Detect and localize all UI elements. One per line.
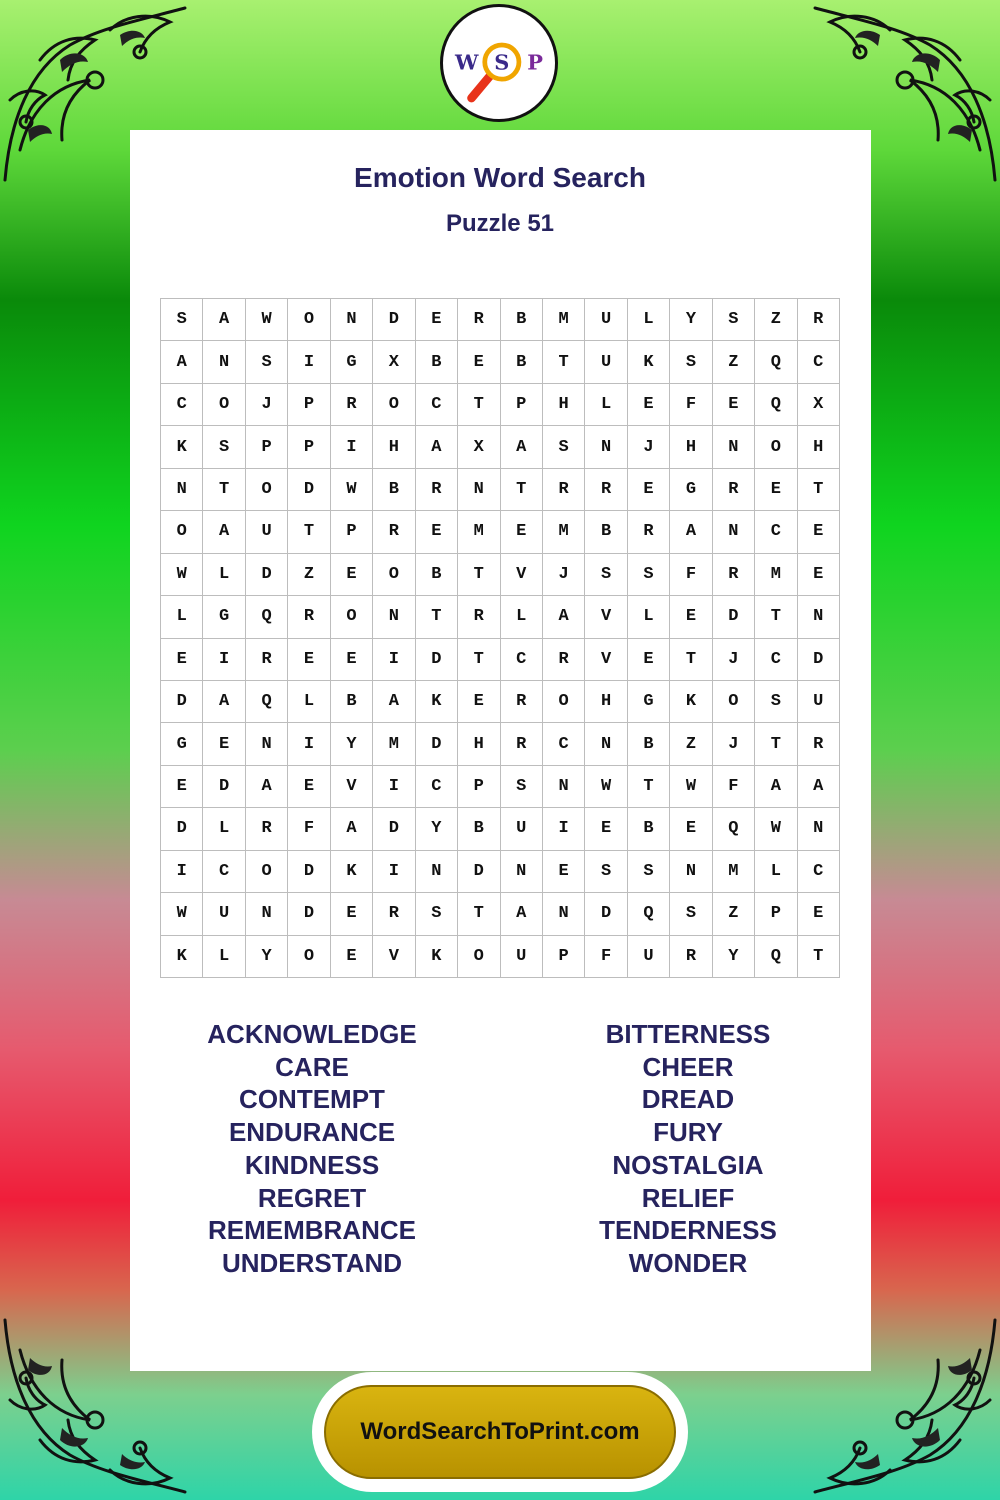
grid-cell[interactable]: A xyxy=(416,426,458,468)
grid-cell[interactable]: D xyxy=(458,851,500,893)
grid-cell[interactable]: B xyxy=(501,341,543,383)
grid-cell[interactable]: C xyxy=(203,851,245,893)
grid-cell[interactable]: N xyxy=(246,723,288,765)
grid-cell[interactable]: N xyxy=(585,426,627,468)
grid-cell[interactable]: U xyxy=(501,808,543,850)
grid-cell[interactable]: C xyxy=(416,384,458,426)
grid-cell[interactable]: O xyxy=(755,426,797,468)
grid-cell[interactable]: I xyxy=(373,766,415,808)
grid-cell[interactable]: M xyxy=(543,511,585,553)
grid-cell[interactable]: A xyxy=(501,893,543,935)
grid-cell[interactable]: Q xyxy=(713,808,755,850)
grid-cell[interactable]: I xyxy=(161,851,203,893)
grid-cell[interactable]: B xyxy=(501,299,543,341)
grid-cell[interactable]: R xyxy=(416,469,458,511)
grid-cell[interactable]: Q xyxy=(755,384,797,426)
grid-cell[interactable]: D xyxy=(373,808,415,850)
grid-cell[interactable]: H xyxy=(458,723,500,765)
grid-cell[interactable]: Y xyxy=(331,723,373,765)
grid-cell[interactable]: K xyxy=(161,426,203,468)
grid-cell[interactable]: D xyxy=(373,299,415,341)
grid-cell[interactable]: E xyxy=(798,511,840,553)
grid-cell[interactable]: E xyxy=(416,299,458,341)
grid-cell[interactable]: C xyxy=(755,639,797,681)
grid-cell[interactable]: N xyxy=(798,808,840,850)
grid-cell[interactable]: N xyxy=(331,299,373,341)
grid-cell[interactable]: D xyxy=(161,681,203,723)
grid-cell[interactable]: M xyxy=(755,554,797,596)
word-item: KINDNESS xyxy=(244,1149,380,1180)
grid-cell[interactable]: K xyxy=(628,341,670,383)
grid-cell[interactable]: G xyxy=(670,469,712,511)
grid-cell[interactable]: L xyxy=(501,596,543,638)
grid-cell[interactable]: A xyxy=(798,766,840,808)
grid-cell[interactable]: F xyxy=(288,808,330,850)
letter-grid[interactable] xyxy=(160,298,840,978)
grid-cell[interactable]: J xyxy=(246,384,288,426)
website-link-button[interactable]: WordSearchToPrint.com xyxy=(324,1385,676,1479)
grid-cell[interactable]: D xyxy=(416,639,458,681)
grid-cell[interactable]: U xyxy=(585,299,627,341)
grid-cell[interactable]: R xyxy=(501,681,543,723)
grid-cell[interactable]: Y xyxy=(713,936,755,978)
grid-cell[interactable]: D xyxy=(416,723,458,765)
grid-cell[interactable]: R xyxy=(798,299,840,341)
word-item: UNDERSTAND xyxy=(221,1247,403,1278)
grid-cell[interactable]: W xyxy=(246,299,288,341)
grid-cell[interactable]: P xyxy=(458,766,500,808)
grid-cell[interactable]: S xyxy=(628,554,670,596)
grid-cell[interactable]: S xyxy=(543,426,585,468)
grid-cell[interactable]: P xyxy=(331,511,373,553)
grid-cell[interactable]: C xyxy=(798,851,840,893)
word-item: ACKNOWLEDGE xyxy=(207,1019,417,1049)
grid-cell[interactable]: I xyxy=(331,426,373,468)
grid-cell[interactable]: T xyxy=(458,639,500,681)
grid-cell[interactable]: Q xyxy=(755,341,797,383)
grid-cell[interactable]: R xyxy=(585,469,627,511)
grid-cell[interactable]: F xyxy=(713,766,755,808)
grid-cell[interactable]: O xyxy=(288,299,330,341)
grid-cell[interactable]: N xyxy=(713,426,755,468)
grid-cell[interactable]: L xyxy=(755,851,797,893)
grid-cell[interactable]: E xyxy=(288,766,330,808)
grid-cell[interactable]: M xyxy=(713,851,755,893)
grid-cell[interactable]: F xyxy=(585,936,627,978)
grid-cell[interactable]: A xyxy=(161,341,203,383)
grid-cell[interactable]: N xyxy=(161,469,203,511)
grid-cell[interactable]: H xyxy=(543,384,585,426)
grid-cell[interactable]: I xyxy=(373,851,415,893)
grid-cell[interactable]: K xyxy=(670,681,712,723)
grid-cell[interactable]: N xyxy=(713,511,755,553)
grid-cell[interactable]: S xyxy=(585,851,627,893)
grid-cell[interactable]: E xyxy=(628,639,670,681)
grid-cell[interactable]: O xyxy=(331,596,373,638)
grid-cell[interactable]: E xyxy=(161,639,203,681)
grid-cell[interactable]: E xyxy=(501,511,543,553)
grid-cell[interactable]: D xyxy=(798,639,840,681)
grid-cell[interactable]: U xyxy=(628,936,670,978)
grid-cell[interactable]: R xyxy=(670,936,712,978)
grid-cell[interactable]: C xyxy=(416,766,458,808)
grid-cell[interactable]: H xyxy=(798,426,840,468)
grid-cell[interactable]: L xyxy=(628,596,670,638)
grid-cell[interactable]: L xyxy=(203,554,245,596)
grid-cell[interactable]: Y xyxy=(246,936,288,978)
word-item: CHEER xyxy=(642,1051,734,1082)
grid-cell[interactable]: R xyxy=(288,596,330,638)
grid-cell[interactable]: K xyxy=(161,936,203,978)
grid-cell[interactable]: N xyxy=(670,851,712,893)
grid-cell[interactable]: W xyxy=(331,469,373,511)
grid-cell[interactable]: C xyxy=(161,384,203,426)
grid-cell[interactable]: S xyxy=(203,426,245,468)
grid-cell[interactable]: N xyxy=(416,851,458,893)
grid-cell[interactable]: R xyxy=(798,723,840,765)
grid-cell[interactable]: A xyxy=(501,426,543,468)
grid-cell[interactable]: E xyxy=(203,723,245,765)
grid-cell[interactable]: Q xyxy=(246,596,288,638)
grid-cell[interactable]: L xyxy=(585,384,627,426)
grid-cell[interactable]: N xyxy=(373,596,415,638)
grid-cell[interactable]: I xyxy=(288,723,330,765)
grid-cell[interactable]: J xyxy=(543,554,585,596)
grid-cell[interactable]: D xyxy=(585,893,627,935)
grid-cell[interactable]: I xyxy=(203,639,245,681)
word-item: CONTEMPT xyxy=(239,1084,385,1115)
grid-cell[interactable]: S xyxy=(670,893,712,935)
grid-cell[interactable]: Y xyxy=(670,299,712,341)
grid-cell[interactable]: T xyxy=(543,341,585,383)
grid-cell[interactable]: S xyxy=(670,341,712,383)
grid-cell[interactable]: P xyxy=(288,384,330,426)
grid-cell[interactable]: G xyxy=(331,341,373,383)
grid-cell[interactable]: A xyxy=(203,299,245,341)
grid-cell[interactable]: W xyxy=(161,893,203,935)
grid-cell[interactable]: Q xyxy=(628,893,670,935)
grid-cell[interactable]: N xyxy=(543,893,585,935)
grid-cell[interactable]: C xyxy=(798,341,840,383)
magnifier-icon xyxy=(443,7,555,119)
grid-cell[interactable]: U xyxy=(501,936,543,978)
grid-cell[interactable]: R xyxy=(458,596,500,638)
word-list-right xyxy=(528,1018,848,1280)
logo-letter-w: W xyxy=(455,49,479,75)
grid-cell[interactable]: T xyxy=(670,639,712,681)
grid-cell[interactable]: A xyxy=(203,681,245,723)
grid-cell[interactable]: H xyxy=(373,426,415,468)
grid-cell[interactable]: N xyxy=(501,851,543,893)
grid-cell[interactable]: X xyxy=(798,384,840,426)
grid-cell[interactable]: R xyxy=(628,511,670,553)
grid-cell[interactable]: V xyxy=(585,639,627,681)
grid-cell[interactable]: P xyxy=(246,426,288,468)
grid-cell[interactable]: O xyxy=(373,554,415,596)
logo-letter-p: P xyxy=(527,49,543,75)
grid-cell[interactable]: S xyxy=(416,893,458,935)
word-item: BITTERNESS xyxy=(605,1019,771,1049)
grid-cell[interactable]: T xyxy=(458,384,500,426)
grid-cell[interactable]: A xyxy=(755,766,797,808)
grid-cell[interactable]: E xyxy=(798,893,840,935)
grid-cell[interactable]: N xyxy=(458,469,500,511)
grid-cell[interactable]: A xyxy=(543,596,585,638)
grid-cell[interactable]: I xyxy=(543,808,585,850)
grid-cell[interactable]: W xyxy=(755,808,797,850)
grid-cell[interactable]: E xyxy=(798,554,840,596)
grid-cell[interactable]: T xyxy=(755,596,797,638)
grid-cell[interactable]: D xyxy=(288,893,330,935)
grid-cell[interactable]: I xyxy=(373,639,415,681)
grid-cell[interactable]: O xyxy=(246,469,288,511)
word-item: CARE xyxy=(275,1051,349,1082)
grid-cell[interactable]: G xyxy=(161,723,203,765)
grid-cell[interactable]: R xyxy=(458,299,500,341)
grid-cell[interactable]: V xyxy=(585,596,627,638)
grid-cell[interactable]: E xyxy=(628,384,670,426)
grid-cell[interactable]: P xyxy=(288,426,330,468)
grid-cell[interactable]: T xyxy=(798,469,840,511)
grid-cell[interactable]: P xyxy=(755,893,797,935)
grid-cell[interactable]: B xyxy=(331,681,373,723)
grid-cell[interactable]: L xyxy=(628,299,670,341)
grid-cell[interactable]: L xyxy=(288,681,330,723)
grid-cell[interactable]: S xyxy=(585,554,627,596)
word-item: FURY xyxy=(653,1117,723,1148)
grid-cell[interactable]: W xyxy=(161,554,203,596)
grid-cell[interactable]: H xyxy=(585,681,627,723)
grid-cell[interactable]: C xyxy=(501,639,543,681)
grid-cell[interactable]: O xyxy=(203,384,245,426)
grid-cell[interactable]: P xyxy=(543,936,585,978)
grid-cell[interactable]: L xyxy=(161,596,203,638)
grid-cell[interactable]: E xyxy=(543,851,585,893)
grid-cell[interactable]: E xyxy=(161,766,203,808)
grid-cell[interactable]: W xyxy=(670,766,712,808)
grid-cell[interactable]: S xyxy=(161,299,203,341)
grid-cell[interactable]: Z xyxy=(755,299,797,341)
grid-cell[interactable]: N xyxy=(543,766,585,808)
word-item: NOSTALGIA xyxy=(612,1149,764,1180)
grid-cell[interactable]: T xyxy=(798,936,840,978)
grid-cell[interactable]: S xyxy=(713,299,755,341)
grid-cell[interactable]: M xyxy=(543,299,585,341)
grid-cell[interactable]: A xyxy=(670,511,712,553)
grid-cell[interactable]: R xyxy=(713,554,755,596)
grid-cell[interactable]: E xyxy=(416,511,458,553)
grid-cell[interactable]: X xyxy=(458,426,500,468)
grid-cell[interactable]: A xyxy=(373,681,415,723)
grid-cell[interactable]: E xyxy=(585,808,627,850)
grid-cell[interactable]: B xyxy=(628,808,670,850)
grid-cell[interactable]: R xyxy=(246,808,288,850)
grid-cell[interactable]: E xyxy=(288,639,330,681)
grid-cell[interactable]: N xyxy=(203,341,245,383)
grid-cell[interactable]: K xyxy=(416,936,458,978)
grid-cell[interactable]: T xyxy=(458,893,500,935)
grid-cell[interactable]: Q xyxy=(246,681,288,723)
grid-cell[interactable]: E xyxy=(755,469,797,511)
word-item: TENDERNESS xyxy=(599,1215,777,1246)
grid-cell[interactable]: S xyxy=(246,341,288,383)
word-item: REMEMBRANCE xyxy=(208,1215,416,1246)
grid-cell[interactable]: S xyxy=(755,681,797,723)
grid-cell[interactable]: Z xyxy=(713,341,755,383)
grid-cell[interactable]: R xyxy=(543,469,585,511)
grid-cell[interactable]: B xyxy=(585,511,627,553)
grid-cell[interactable]: B xyxy=(416,341,458,383)
puzzle-number: Puzzle 51 xyxy=(445,210,555,237)
grid-cell[interactable]: E xyxy=(670,596,712,638)
grid-cell[interactable]: M xyxy=(373,723,415,765)
grid-cell[interactable]: L xyxy=(203,808,245,850)
grid-cell[interactable]: A xyxy=(331,808,373,850)
grid-cell[interactable]: V xyxy=(331,766,373,808)
grid-cell[interactable]: V xyxy=(501,554,543,596)
grid-cell[interactable]: B xyxy=(458,808,500,850)
grid-cell[interactable]: O xyxy=(288,936,330,978)
grid-cell[interactable]: V xyxy=(373,936,415,978)
grid-cell[interactable]: T xyxy=(288,511,330,553)
grid-cell[interactable]: A xyxy=(203,511,245,553)
word-item: DREAD xyxy=(641,1084,735,1115)
grid-cell[interactable]: M xyxy=(458,511,500,553)
grid-cell[interactable]: O xyxy=(373,384,415,426)
grid-cell[interactable]: L xyxy=(203,936,245,978)
grid-cell[interactable]: Y xyxy=(416,808,458,850)
grid-cell[interactable]: S xyxy=(501,766,543,808)
word-list-left xyxy=(152,1018,472,1280)
grid-cell[interactable]: J xyxy=(713,639,755,681)
grid-cell[interactable]: P xyxy=(501,384,543,426)
grid-cell[interactable]: U xyxy=(585,341,627,383)
grid-cell[interactable]: T xyxy=(416,596,458,638)
grid-cell[interactable]: U xyxy=(203,893,245,935)
grid-cell[interactable]: E xyxy=(331,936,373,978)
grid-cell[interactable]: T xyxy=(628,766,670,808)
grid-cell[interactable]: B xyxy=(373,469,415,511)
grid-cell[interactable]: N xyxy=(246,893,288,935)
grid-cell[interactable]: G xyxy=(203,596,245,638)
grid-cell[interactable]: E xyxy=(331,554,373,596)
grid-cell[interactable]: R xyxy=(373,511,415,553)
grid-cell[interactable]: K xyxy=(416,681,458,723)
grid-cell[interactable]: T xyxy=(501,469,543,511)
grid-cell[interactable]: E xyxy=(331,639,373,681)
grid-cell[interactable]: G xyxy=(628,681,670,723)
grid-cell[interactable]: O xyxy=(161,511,203,553)
grid-cell[interactable]: Z xyxy=(670,723,712,765)
grid-cell[interactable]: E xyxy=(628,469,670,511)
grid-cell[interactable]: J xyxy=(713,723,755,765)
grid-cell[interactable]: T xyxy=(203,469,245,511)
grid-cell[interactable]: O xyxy=(713,681,755,723)
grid-cell[interactable]: D xyxy=(713,596,755,638)
grid-cell[interactable]: E xyxy=(670,808,712,850)
grid-cell[interactable]: X xyxy=(373,341,415,383)
grid-cell[interactable]: C xyxy=(543,723,585,765)
grid-cell[interactable]: R xyxy=(331,384,373,426)
grid-cell[interactable]: D xyxy=(161,808,203,850)
grid-cell[interactable]: D xyxy=(246,554,288,596)
grid-cell[interactable]: A xyxy=(246,766,288,808)
grid-cell[interactable]: J xyxy=(628,426,670,468)
grid-cell[interactable]: Z xyxy=(288,554,330,596)
word-item: REGRET xyxy=(257,1182,367,1213)
grid-cell[interactable]: D xyxy=(203,766,245,808)
word-item: ENDURANCE xyxy=(228,1117,396,1148)
wsp-logo[interactable] xyxy=(440,4,558,122)
grid-cell[interactable]: O xyxy=(246,851,288,893)
grid-cell[interactable]: Z xyxy=(713,893,755,935)
word-item: WONDER xyxy=(628,1247,748,1278)
grid-cell[interactable]: R xyxy=(246,639,288,681)
grid-cell[interactable]: O xyxy=(458,936,500,978)
grid-cell[interactable]: K xyxy=(331,851,373,893)
grid-cell[interactable]: N xyxy=(585,723,627,765)
word-item: RELIEF xyxy=(641,1182,735,1213)
grid-cell[interactable]: N xyxy=(798,596,840,638)
grid-cell[interactable]: B xyxy=(628,723,670,765)
grid-cell[interactable]: D xyxy=(288,851,330,893)
grid-cell[interactable]: F xyxy=(670,384,712,426)
grid-cell[interactable]: E xyxy=(458,341,500,383)
grid-cell[interactable]: W xyxy=(585,766,627,808)
grid-cell[interactable]: I xyxy=(288,341,330,383)
grid-cell[interactable]: B xyxy=(416,554,458,596)
grid-cell[interactable]: O xyxy=(543,681,585,723)
grid-cell[interactable]: R xyxy=(373,893,415,935)
grid-cell[interactable]: T xyxy=(755,723,797,765)
grid-cell[interactable]: E xyxy=(331,893,373,935)
grid-cell[interactable]: U xyxy=(798,681,840,723)
grid-cell[interactable]: E xyxy=(713,384,755,426)
grid-cell[interactable]: S xyxy=(628,851,670,893)
grid-cell[interactable]: R xyxy=(713,469,755,511)
grid-cell[interactable]: U xyxy=(246,511,288,553)
grid-cell[interactable]: Q xyxy=(755,936,797,978)
grid-cell[interactable]: C xyxy=(755,511,797,553)
grid-cell[interactable]: R xyxy=(543,639,585,681)
page-title: Emotion Word Search xyxy=(354,162,646,193)
grid-cell[interactable]: H xyxy=(670,426,712,468)
grid-cell[interactable]: D xyxy=(288,469,330,511)
logo-letter-s: S xyxy=(494,49,510,75)
grid-cell[interactable]: R xyxy=(501,723,543,765)
grid-cell[interactable]: T xyxy=(458,554,500,596)
grid-cell[interactable]: E xyxy=(458,681,500,723)
grid-cell[interactable]: F xyxy=(670,554,712,596)
